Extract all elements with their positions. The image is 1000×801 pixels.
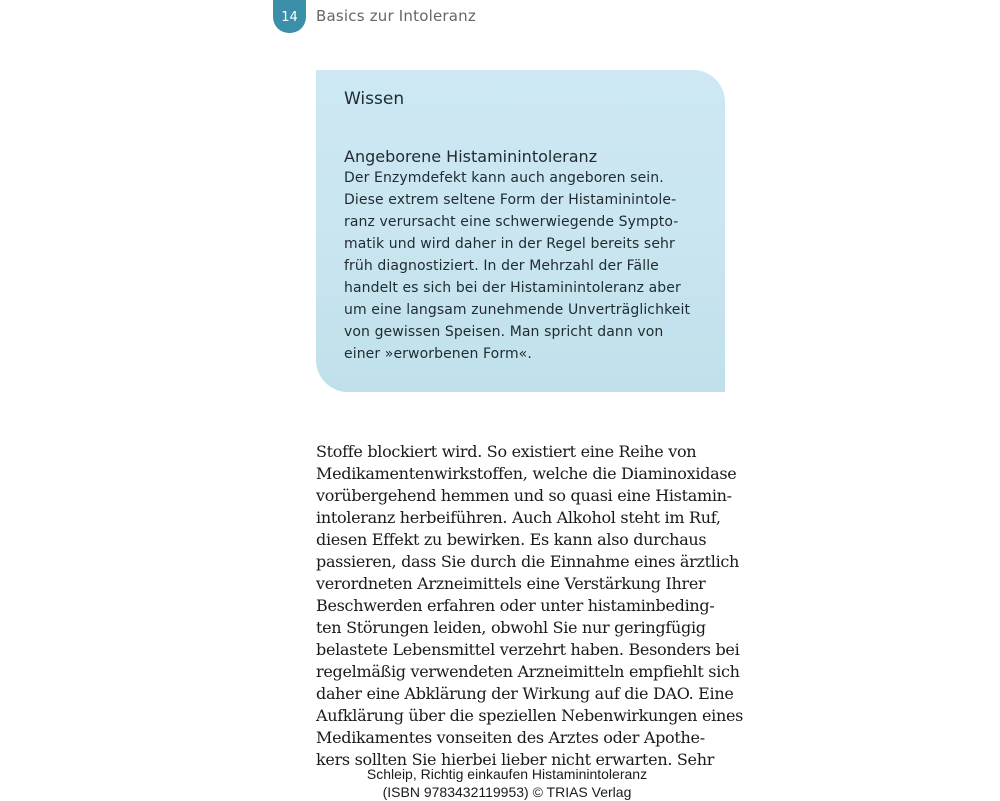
footer-watermark	[300, 765, 714, 801]
footer-line-1: Schleip, Richtig einkaufen Histaminintoleranz	[366, 766, 648, 782]
body-line: Aufklärung über die speziellen Nebenwirkungen eines	[316, 706, 744, 725]
info-box-title: Wissen	[344, 89, 405, 109]
body-line: verordneten Arzneimittels eine Verstärkung Ihrer	[316, 574, 706, 593]
body-line: ten Störungen leiden, obwohl Sie nur geringfügig	[316, 618, 706, 637]
footer-line-2: (ISBN 9783432119953) © TRIAS Verlag	[382, 784, 632, 800]
info-box-line: von gewissen Speisen. Man spricht dann von	[344, 324, 664, 340]
info-box-line: matik und wird daher in der Regel bereits sehr	[344, 236, 675, 252]
info-box-line: handelt es sich bei der Histaminintoleranz aber	[344, 280, 681, 296]
running-header: Basics zur Intoleranz	[316, 7, 476, 25]
body-text	[316, 441, 744, 771]
info-box-line: um eine langsam zunehmende Unverträglichkeit	[344, 302, 691, 318]
page-number-badge	[273, 0, 306, 33]
page-number: 14	[281, 10, 298, 25]
body-line: vorübergehend hemmen und so quasi eine Histamin-	[316, 486, 732, 505]
info-box-subtitle: Angeborene Histaminintoleranz	[344, 147, 598, 166]
body-line: Beschwerden erfahren oder unter histaminbeding-	[316, 596, 715, 615]
body-line: regelmäßig verwendeten Arzneimitteln empfiehlt sich	[316, 662, 740, 681]
info-box-line: früh diagnostiziert. In der Mehrzahl der Fälle	[344, 258, 659, 274]
info-box-line: ranz verursacht eine schwerwiegende Sympto-	[344, 214, 679, 230]
body-line: kers sollten Sie hierbei lieber nicht erwarten. Sehr	[316, 750, 715, 769]
body-line: intoleranz herbeiführen. Auch Alkohol steht im Ruf,	[316, 508, 721, 527]
body-line: daher eine Abklärung der Wirkung auf die DAO. Eine	[316, 684, 734, 703]
info-box-line: einer »erworbenen Form«.	[344, 346, 532, 362]
body-line: passieren, dass Sie durch die Einnahme eines ärztlich	[316, 552, 740, 571]
body-line: Medikamentenwirkstoffen, welche die Diaminoxidase	[316, 464, 737, 483]
body-line: diesen Effekt zu bewirken. Es kann also durchaus	[316, 530, 707, 549]
info-box	[316, 70, 725, 392]
body-line: belastete Lebensmittel verzehrt haben. Besonders bei	[316, 640, 740, 659]
info-box-line: Der Enzymdefekt kann auch angeboren sein.	[344, 170, 664, 186]
body-line: Medikamentes vonseiten des Arztes oder Apothe-	[316, 728, 705, 747]
info-box-line: Diese extrem seltene Form der Histaminintole-	[344, 192, 677, 208]
body-line: Stoffe blockiert wird. So existiert eine Reihe von	[316, 442, 697, 461]
